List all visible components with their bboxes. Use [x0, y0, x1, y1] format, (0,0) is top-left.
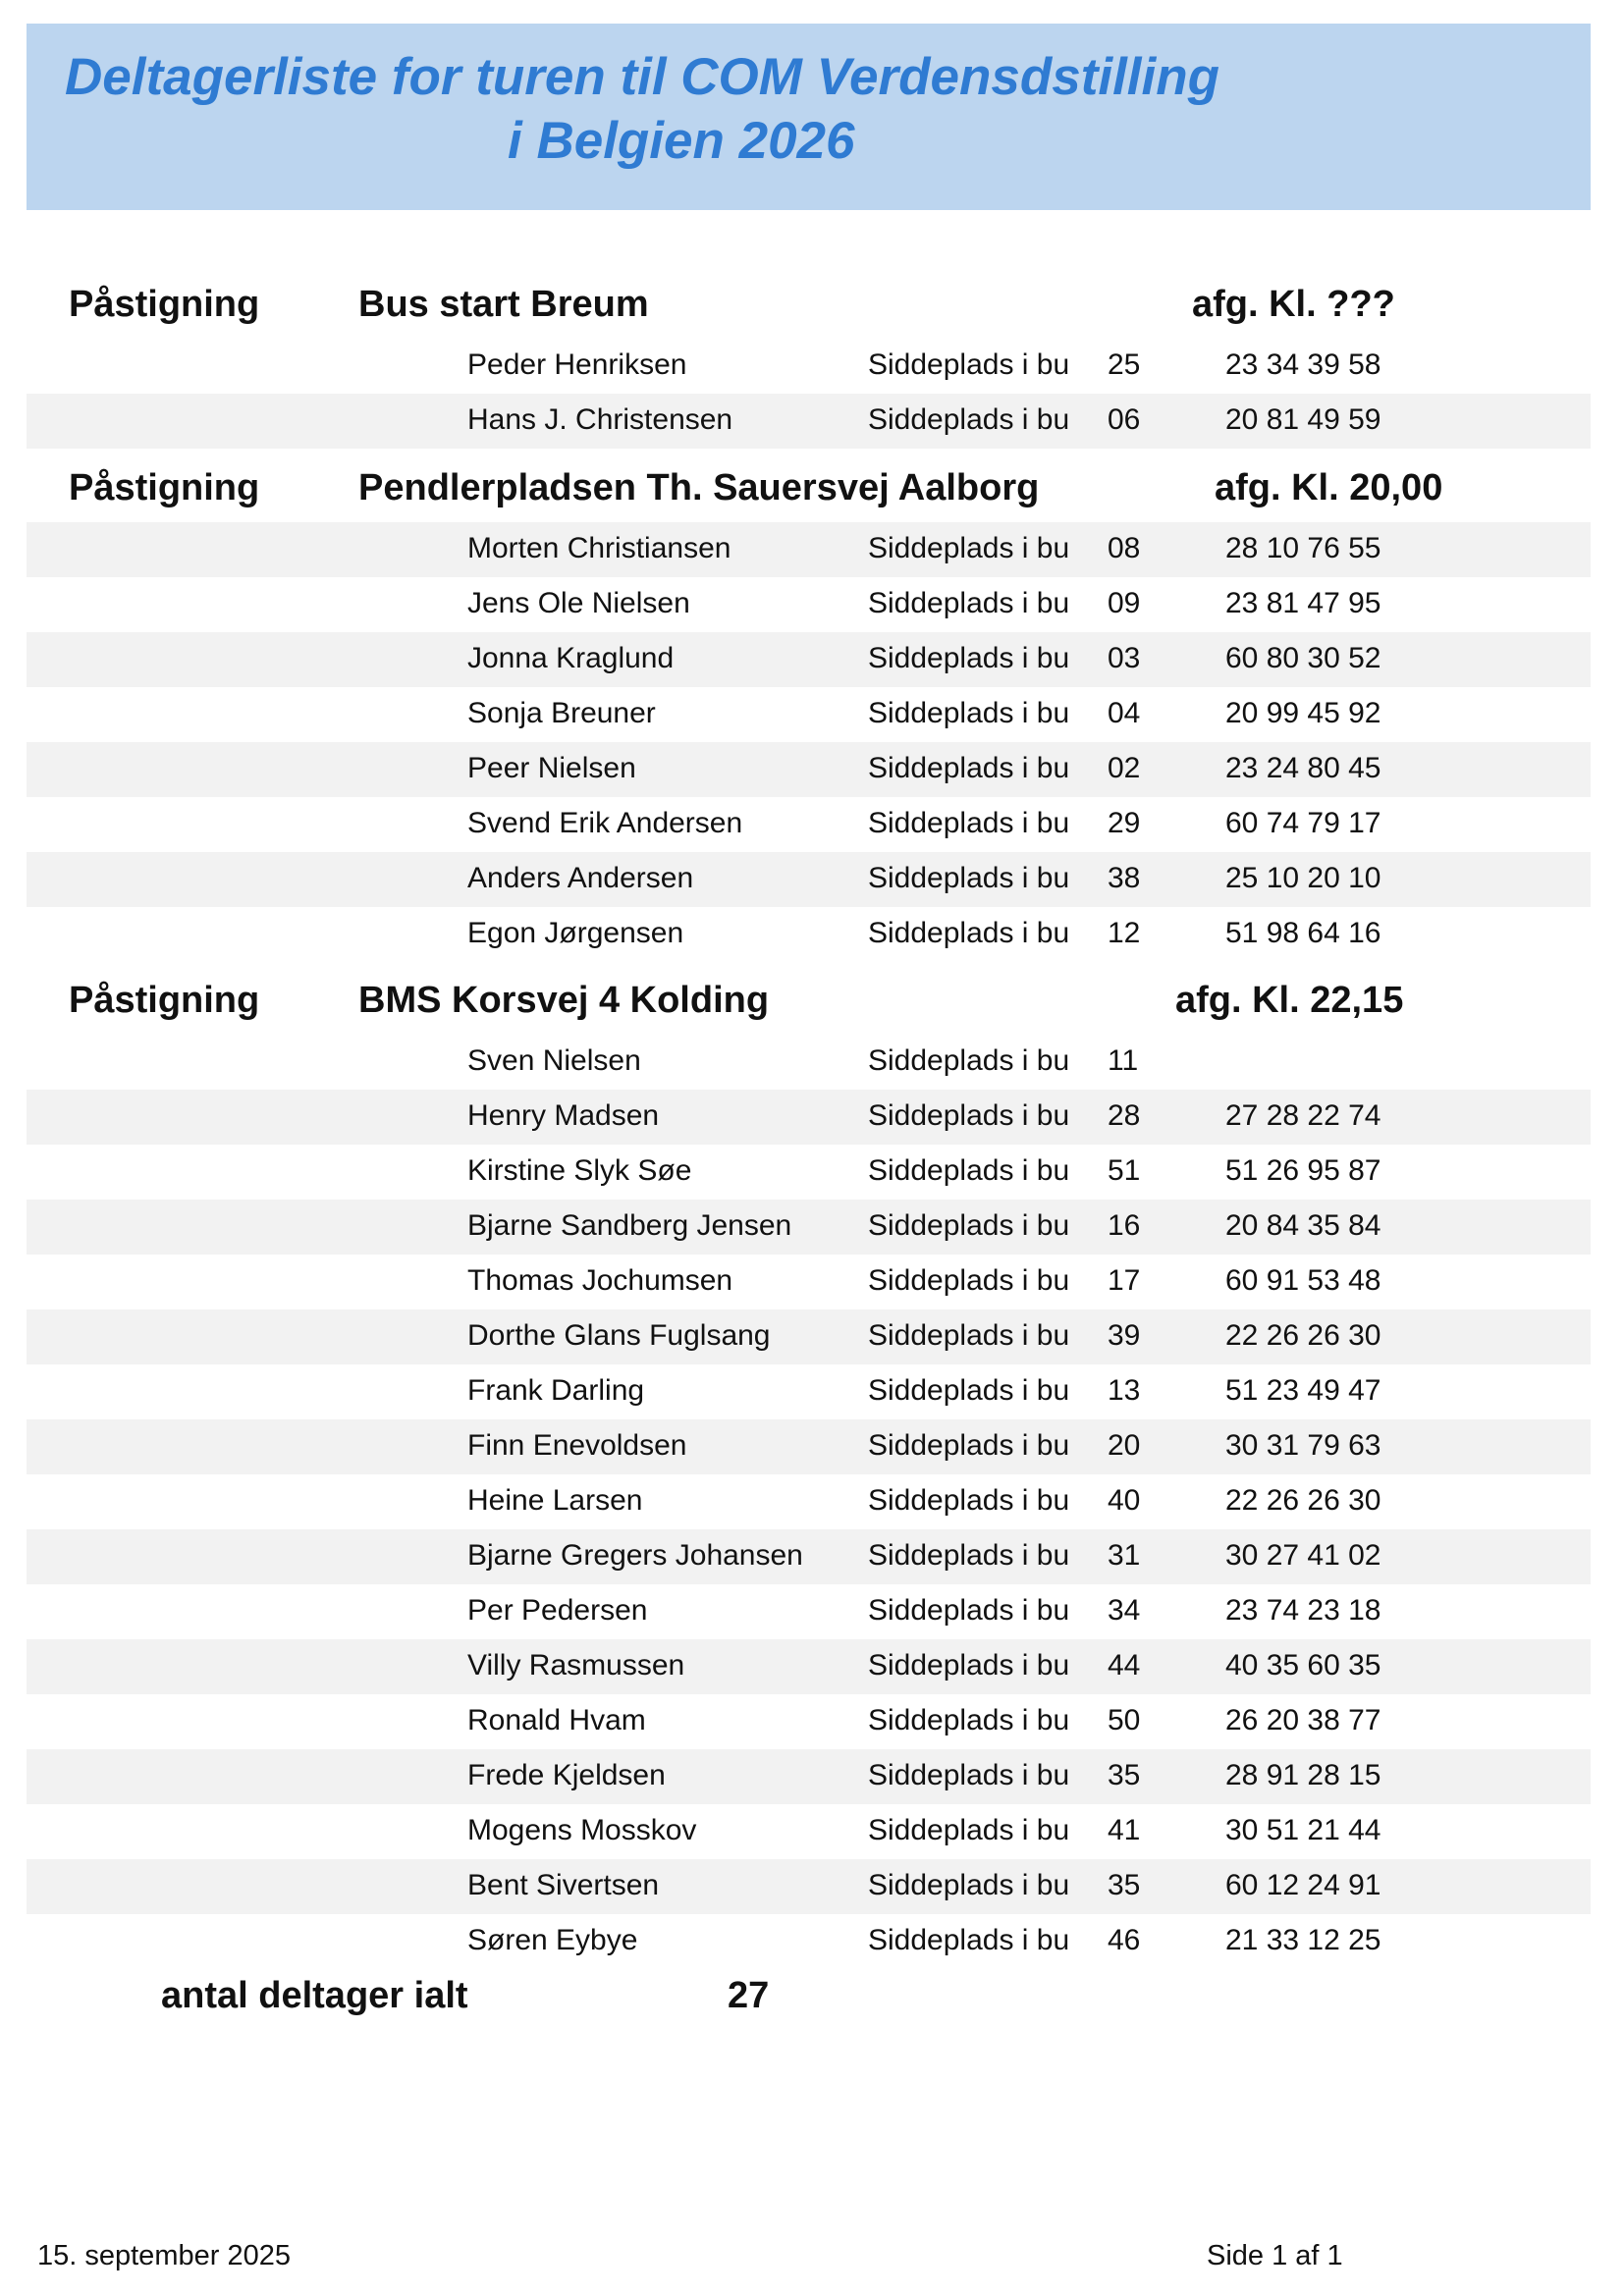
participant-row	[27, 852, 1591, 907]
seat-label: Siddeplads i bu	[868, 1374, 1070, 1407]
seat-label: Siddeplads i bu	[868, 1319, 1070, 1352]
participant-name: Kirstine Slyk Søe	[467, 1154, 692, 1187]
seat-label: Siddeplads i bu	[868, 1209, 1070, 1242]
participant-name: Anders Andersen	[467, 862, 694, 894]
participant-name: Peer Nielsen	[467, 752, 636, 784]
seat-label: Siddeplads i bu	[868, 532, 1070, 564]
participant-name: Heine Larsen	[467, 1484, 643, 1517]
seat-label: Siddeplads i bu	[868, 403, 1070, 436]
seat-number: 11	[1108, 1044, 1139, 1077]
participant-row	[27, 1529, 1591, 1584]
phone-number: 23 81 47 95	[1225, 587, 1381, 619]
seat-label: Siddeplads i bu	[868, 862, 1070, 894]
seat-number: 34	[1108, 1594, 1141, 1627]
participant-row	[27, 1200, 1591, 1255]
phone-number: 20 99 45 92	[1225, 697, 1381, 729]
section-location: Bus start Breum	[358, 284, 649, 325]
section-label: Påstigning	[69, 467, 260, 508]
seat-number: 35	[1108, 1869, 1141, 1901]
seat-number: 31	[1108, 1539, 1141, 1572]
participant-name: Frede Kjeldsen	[467, 1759, 666, 1791]
seat-label: Siddeplads i bu	[868, 1924, 1070, 1956]
participant-row	[27, 687, 1591, 742]
participant-name: Søren Eybye	[467, 1924, 638, 1956]
seat-label: Siddeplads i bu	[868, 642, 1070, 674]
participant-row	[27, 1749, 1591, 1804]
seat-label: Siddeplads i bu	[868, 1099, 1070, 1132]
section-departure: afg. Kl. ???	[1192, 284, 1395, 325]
participant-row	[27, 1804, 1591, 1859]
phone-number: 51 26 95 87	[1225, 1154, 1381, 1187]
participant-name: Egon Jørgensen	[467, 917, 684, 949]
participant-name: Sonja Breuner	[467, 697, 656, 729]
phone-number: 28 10 76 55	[1225, 532, 1381, 564]
seat-number: 41	[1108, 1814, 1141, 1846]
seat-number: 03	[1108, 642, 1141, 674]
phone-number: 30 51 21 44	[1225, 1814, 1381, 1846]
seat-label: Siddeplads i bu	[868, 348, 1070, 381]
participant-name: Morten Christiansen	[467, 532, 731, 564]
participant-name: Mogens Mosskov	[467, 1814, 697, 1846]
seat-number: 40	[1108, 1484, 1141, 1517]
total-count: 27	[728, 1975, 770, 2016]
page-title-line-1: Deltagerliste for turen til COM Verdensdstilling	[65, 48, 1219, 106]
seat-number: 35	[1108, 1759, 1141, 1791]
section-location: BMS Korsvej 4 Kolding	[358, 980, 770, 1021]
participant-name: Sven Nielsen	[467, 1044, 641, 1077]
participant-row	[27, 1914, 1591, 1969]
participant-row	[27, 577, 1591, 632]
seat-number: 28	[1108, 1099, 1141, 1132]
section-departure: afg. Kl. 20,00	[1215, 467, 1443, 508]
participant-row	[27, 742, 1591, 797]
participant-name: Jonna Kraglund	[467, 642, 675, 674]
phone-number: 22 26 26 30	[1225, 1484, 1381, 1517]
seat-number: 25	[1108, 348, 1141, 381]
participant-row	[27, 1309, 1591, 1364]
participant-row	[27, 797, 1591, 852]
phone-number: 60 12 24 91	[1225, 1869, 1381, 1901]
total-label: antal deltager ialt	[161, 1975, 468, 2016]
phone-number: 60 80 30 52	[1225, 642, 1381, 674]
participant-name: Bjarne Gregers Johansen	[467, 1539, 803, 1572]
footer-page-number: Side 1 af 1	[1207, 2240, 1343, 2271]
phone-number: 60 74 79 17	[1225, 807, 1381, 839]
phone-number: 26 20 38 77	[1225, 1704, 1381, 1736]
seat-label: Siddeplads i bu	[868, 1429, 1070, 1462]
seat-number: 20	[1108, 1429, 1141, 1462]
seat-label: Siddeplads i bu	[868, 1594, 1070, 1627]
section-header-aalborg	[27, 459, 1591, 514]
participant-name: Henry Madsen	[467, 1099, 660, 1132]
section-departure: afg. Kl. 22,15	[1175, 980, 1404, 1021]
phone-number: 30 31 79 63	[1225, 1429, 1381, 1462]
participant-row	[27, 1035, 1591, 1090]
participant-row	[27, 1694, 1591, 1749]
seat-number: 17	[1108, 1264, 1141, 1297]
phone-number: 22 26 26 30	[1225, 1319, 1381, 1352]
section-header-breum	[27, 276, 1591, 331]
seat-number: 02	[1108, 752, 1141, 784]
seat-number: 50	[1108, 1704, 1141, 1736]
seat-label: Siddeplads i bu	[868, 1044, 1070, 1077]
participant-name: Thomas Jochumsen	[467, 1264, 733, 1297]
seat-label: Siddeplads i bu	[868, 697, 1070, 729]
seat-label: Siddeplads i bu	[868, 587, 1070, 619]
phone-number: 23 74 23 18	[1225, 1594, 1381, 1627]
phone-number: 21 33 12 25	[1225, 1924, 1381, 1956]
participant-row	[27, 1859, 1591, 1914]
participant-row	[27, 1364, 1591, 1419]
phone-number: 60 91 53 48	[1225, 1264, 1381, 1297]
participant-name: Per Pedersen	[467, 1594, 648, 1627]
seat-label: Siddeplads i bu	[868, 807, 1070, 839]
seat-number: 12	[1108, 917, 1141, 949]
seat-number: 39	[1108, 1319, 1141, 1352]
seat-label: Siddeplads i bu	[868, 1539, 1070, 1572]
phone-number: 27 28 22 74	[1225, 1099, 1381, 1132]
phone-number: 28 91 28 15	[1225, 1759, 1381, 1791]
phone-number: 25 10 20 10	[1225, 862, 1381, 894]
participant-row	[27, 1639, 1591, 1694]
seat-label: Siddeplads i bu	[868, 1154, 1070, 1187]
seat-label: Siddeplads i bu	[868, 1264, 1070, 1297]
participant-name: Svend Erik Andersen	[467, 807, 743, 839]
seat-number: 06	[1108, 403, 1141, 436]
section-location: Pendlerpladsen Th. Sauersvej Aalborg	[358, 467, 1040, 508]
participant-row	[27, 1145, 1591, 1200]
participant-row	[27, 632, 1591, 687]
seat-label: Siddeplads i bu	[868, 1814, 1070, 1846]
participant-row	[27, 394, 1591, 449]
participant-name: Ronald Hvam	[467, 1704, 646, 1736]
section-label: Påstigning	[69, 980, 260, 1021]
section-header-kolding	[27, 972, 1591, 1027]
participant-row	[27, 1255, 1591, 1309]
seat-number: 46	[1108, 1924, 1141, 1956]
participant-name: Villy Rasmussen	[467, 1649, 685, 1682]
seat-label: Siddeplads i bu	[868, 1759, 1070, 1791]
seat-label: Siddeplads i bu	[868, 1869, 1070, 1901]
seat-number: 38	[1108, 862, 1141, 894]
phone-number: 23 24 80 45	[1225, 752, 1381, 784]
participant-row	[27, 907, 1591, 962]
seat-number: 44	[1108, 1649, 1141, 1682]
participant-name: Bjarne Sandberg Jensen	[467, 1209, 792, 1242]
participant-row	[27, 1474, 1591, 1529]
participant-name: Finn Enevoldsen	[467, 1429, 687, 1462]
phone-number: 40 35 60 35	[1225, 1649, 1381, 1682]
participant-name: Hans J. Christensen	[467, 403, 733, 436]
seat-number: 51	[1108, 1154, 1141, 1187]
phone-number: 20 84 35 84	[1225, 1209, 1381, 1242]
seat-number: 13	[1108, 1374, 1141, 1407]
participant-name: Frank Darling	[467, 1374, 645, 1407]
phone-number: 51 23 49 47	[1225, 1374, 1381, 1407]
participant-row	[27, 1584, 1591, 1639]
seat-number: 09	[1108, 587, 1141, 619]
seat-label: Siddeplads i bu	[868, 752, 1070, 784]
section-label: Påstigning	[69, 284, 260, 325]
seat-label: Siddeplads i bu	[868, 1704, 1070, 1736]
participant-row	[27, 339, 1591, 394]
participant-name: Peder Henriksen	[467, 348, 687, 381]
phone-number: 23 34 39 58	[1225, 348, 1381, 381]
participant-name: Dorthe Glans Fuglsang	[467, 1319, 771, 1352]
seat-number: 04	[1108, 697, 1141, 729]
phone-number: 51 98 64 16	[1225, 917, 1381, 949]
seat-label: Siddeplads i bu	[868, 917, 1070, 949]
footer-date: 15. september 2025	[37, 2240, 291, 2271]
seat-label: Siddeplads i bu	[868, 1649, 1070, 1682]
participant-row	[27, 1419, 1591, 1474]
seat-number: 16	[1108, 1209, 1141, 1242]
participant-row	[27, 522, 1591, 577]
seat-number: 08	[1108, 532, 1141, 564]
seat-number: 29	[1108, 807, 1141, 839]
participant-row	[27, 1090, 1591, 1145]
page-title-line-2: i Belgien 2026	[508, 112, 855, 170]
seat-label: Siddeplads i bu	[868, 1484, 1070, 1517]
phone-number: 20 81 49 59	[1225, 403, 1381, 436]
participant-name: Jens Ole Nielsen	[467, 587, 690, 619]
phone-number: 30 27 41 02	[1225, 1539, 1381, 1572]
participant-name: Bent Sivertsen	[467, 1869, 660, 1901]
